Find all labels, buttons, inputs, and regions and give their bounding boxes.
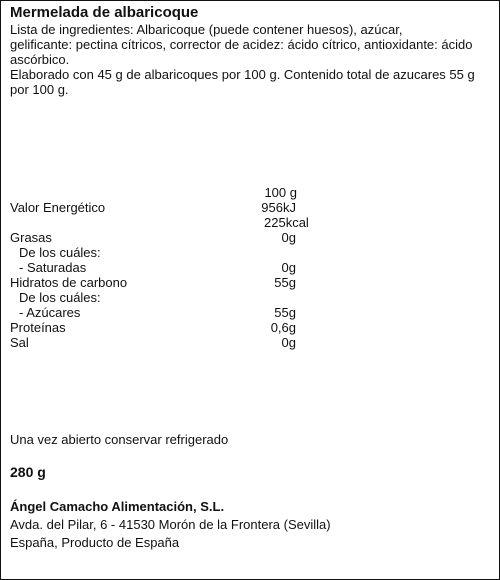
storage-instructions: Una vez abierto conservar refrigerado [10,432,229,447]
nutrient-sublabel: De los cuáles: [19,245,101,260]
ingredients-line: Elaborado con 45 g de albaricoques por 100 g. Contenido total de azucares 55 g [10,67,475,82]
ingredients-block [10,22,494,97]
nutrition-column-header: 100 g [264,185,297,200]
ingredients-line: por 100 g. [10,82,69,97]
ingredients-line: Lista de ingredientes: Albaricoque (puede contener huesos), azúcar, [10,22,403,37]
nutrient-label-protein: Proteínas [10,320,66,335]
nutrient-value-fat: 0g [281,230,296,245]
product-title: Mermelada de albaricoque [10,4,199,21]
nutrient-label-sugars: - Azúcares [19,305,81,320]
company-name: Ángel Camacho Alimentación, S.L. [10,499,225,514]
nutrient-value-saturated: 0g [281,260,296,275]
ingredients-line: gelificante: pectina cítricos, corrector de acidez: ácido cítrico, antioxidante: ácido [10,37,473,52]
company-address: Avda. del Pilar, 6 - 41530 Morón de la Frontera (Sevilla) [10,517,331,532]
energy-kj-value: 956kJ [261,200,296,215]
nutrient-label-carbohydrates: Hidratos de carbono [10,275,128,290]
net-weight: 280 g [10,464,46,480]
nutrient-value-carbohydrates: 55g [274,275,296,290]
nutrient-value-salt: 0g [281,335,296,350]
nutrient-value-protein: 0,6g [270,320,296,335]
nutrient-sublabel: De los cuáles: [19,290,101,305]
energy-kcal-value: 225kcal [264,215,309,230]
nutrient-value-sugars: 55g [274,305,296,320]
nutrient-label-saturated: - Saturadas [19,260,87,275]
country-of-origin: España, Producto de España [10,535,180,550]
ingredients-line: ascórbico. [10,52,70,67]
nutrient-label-fat: Grasas [10,230,52,245]
energy-label: Valor Energético [10,200,106,215]
nutrient-label-salt: Sal [10,335,29,350]
